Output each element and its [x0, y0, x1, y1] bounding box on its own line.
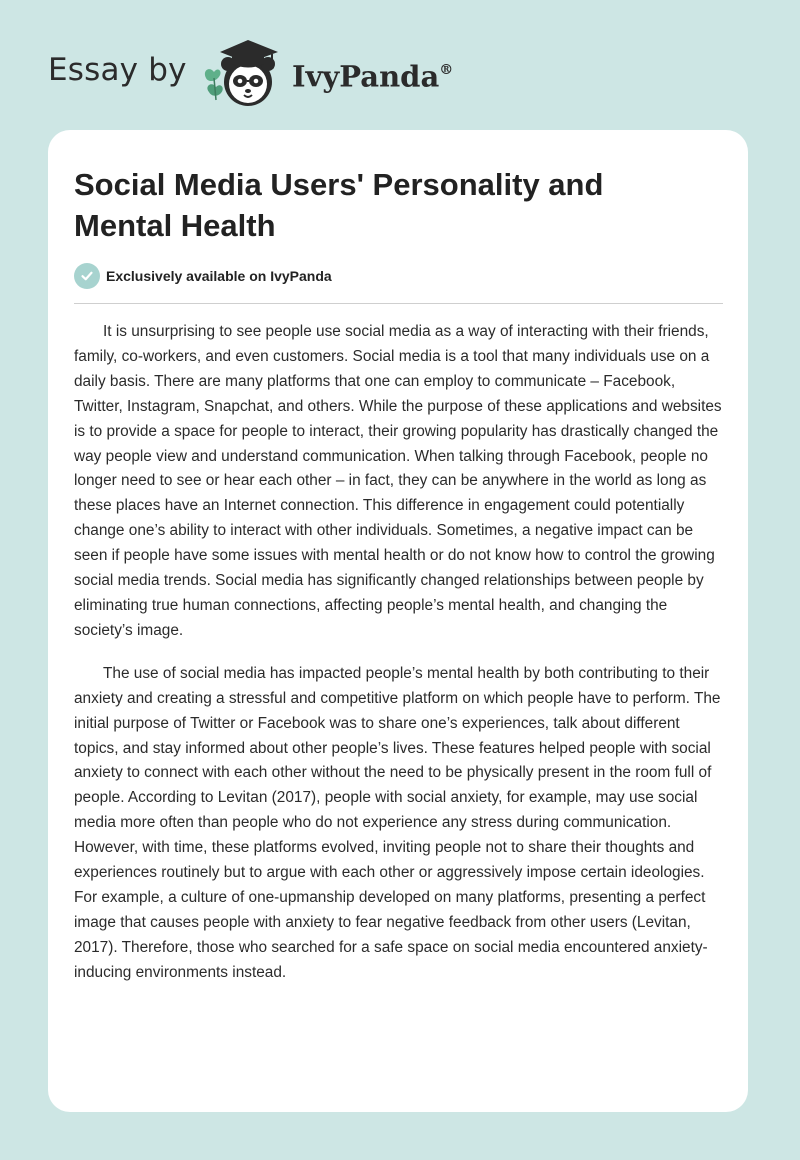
essay-card: [48, 130, 748, 1112]
checkmark-icon: [74, 263, 100, 289]
exclusive-badge: [74, 262, 332, 290]
essay-body: [74, 320, 726, 1004]
essay-by-label: Essay by: [48, 52, 187, 88]
paragraph: It is unsurprising to see people use social media as a way of interacting with their friends, family, co-workers, and even customers. Social media is a tool that many individuals use on a daily basis. There are many platforms that one can employ to communicate – Facebook, Twitter, Instagram, Snapchat, and others. While the purpose of these applications and websites is to provide a space for people to interact, their growing popularity has drastically changed the way people view and understand communication. When talking through Facebook, people no longer need to see or hear each other – in fact, they can be anywhere in the world as long as these places have an Internet connection. This difference in engagement could potentially change one’s ability to interact with other individuals. Sometimes, a negative impact can be seen if people have some issues with mental health or do not know how to control the growing social media trends. Social media has significantly changed relationships between people by eliminating true human connections, affecting people’s mental health, and changing the society’s image.: [74, 323, 722, 639]
ivypanda-logo-icon[interactable]: [200, 34, 290, 108]
paragraph: The use of social media has impacted people’s mental health by both contributing to their anxiety and creating a stressful and competitive platform on which people have to perform. The initial purpose of Twitter or Facebook was to share one’s experiences, talk about different topics, and stay informed about other people’s lives. These features helped people with social anxiety to connect with each other without the need to be physically present in the room full of people. According to Levitan (2017), people with social anxiety, for example, may use social media more often than people who do not experience any stress during communication. However, with time, these platforms evolved, inviting people not to share their thoughts and experiences routinely but to argue with each other or aggressively impose certain ideologies. For example, a culture of one-upmanship developed on many platforms, presenting a perfect image that causes people with anxiety to fear negative feedback from other users (Levitan, 2017). Therefore, those who searched for a safe space on social media encountered anxiety-inducing environments instead.: [74, 664, 721, 981]
essay-title: Social Media Users' Personality and Mental Health: [74, 167, 604, 243]
site-header: [0, 0, 800, 130]
brand-name[interactable]: IvyPanda®: [292, 59, 454, 94]
divider: [74, 303, 723, 304]
exclusive-label: Exclusively available on IvyPanda: [106, 268, 332, 284]
registered-mark: ®: [439, 62, 454, 78]
